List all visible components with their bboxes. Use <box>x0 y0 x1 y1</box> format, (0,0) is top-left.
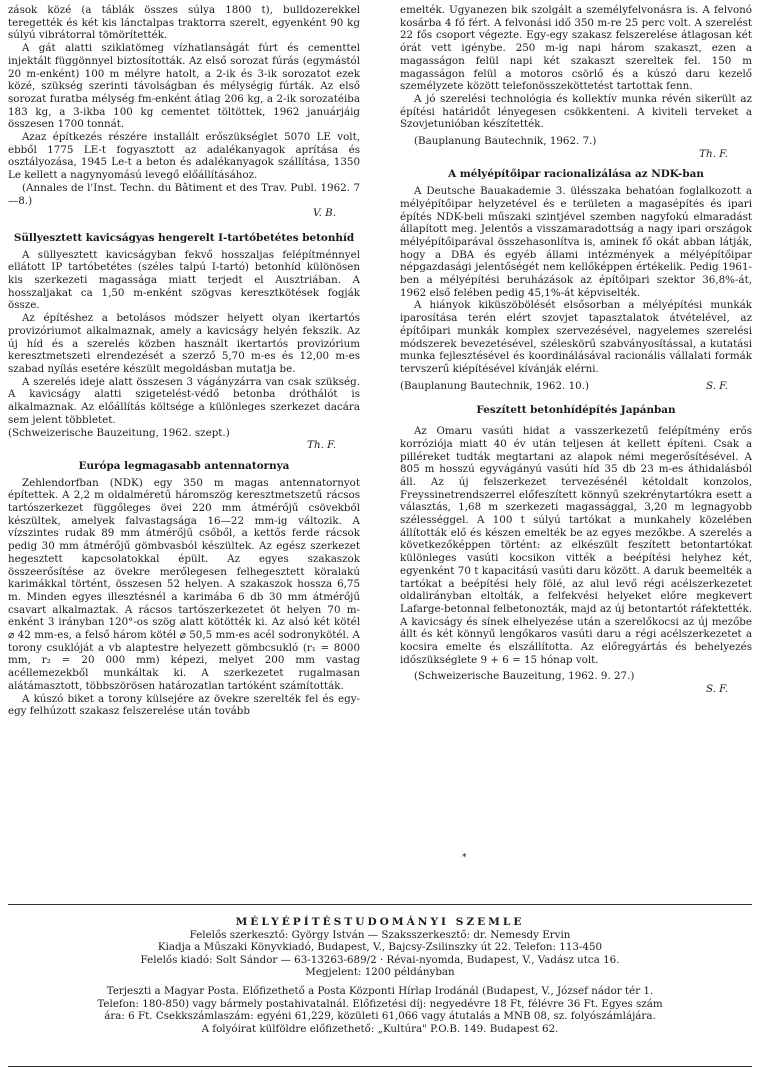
ndk-paragraph-2: A hiányok kiküszöbölését elsősorban a mélyépítési munkák iparosítása terén elért szovjet tapasztalatok átvételével, az építőipari munkák komplex szervezésével, nagyelemes szerelési módszerek bevezetésével, széleskörű szabványosítással, a kutatási munka fejlesztésével és koordinálásával racionális vállalati formák tervszerű kiépítésével kívánják elérni. <box>400 299 752 375</box>
japan-paragraph-1: Az Omaru vasúti hidat a vasszerkezetű felépítmény erős korróziója miatt 40 év után teljesen át kellett építeni. Csak a pilléreket tudták megtartani az alapok némi megerősítésével. A 805 m hosszú egyvágányú vasúti híd 35 db 23 m-es áthidalásból áll. Az új felszerkezet tervezésénél kétoldalt konzolos, Freyssinetrendszerrel előfeszített könnyű szekrénytartókra esett a választás, 1,68 m szerkezeti magassággal, 3,20 m legnagyobb szélességgel. A 100 t súlyú tartókat a munkahely közelében állították elő és készen emelték be az egyes mezőkbe. A szerelés a következőképpen történt: az elkészült feszített betontartókat különleges vasúti kocsikon vitték a beépítési helyhez két, egyenként 70 t kapacitású vasúti daru között. A daruk beemelték a tartókat a beépítési hely fölé, az alul levő régi acélszerkezetet oldalirányban eltolták, a felfekvési helyeket előre megkevert Lafarge-betonnal felbetonozták, majd az új betontartót ráfektették. A kavicságy és sínek elhelyezése után a szerelőkocsi az új mezőbe állt és két könnyű lengőkaros vasúti daru a régi acélszerkezetet a kocsira emelte és elszállította. Az előregyártás és behelyezés időszükséglete 9 + 6 = 15 hónap volt. <box>400 425 752 666</box>
imprint-bottom-rule <box>8 1066 752 1067</box>
dam-source: (Annales de l'Inst. Techn. du Bâtiment et des Trav. Publ. 1962. 7—8.) <box>8 181 360 207</box>
right-column <box>400 4 752 696</box>
ndk-source-line <box>400 380 752 393</box>
ndk-heading: A mélyépítőipar racionalizálása az NDK-ban <box>448 168 704 181</box>
dam-paragraph-2: A gát alatti sziklatömeg vízhatlanságát fúrt és cementtel injektált függönnyel biztosították. Az első sorozat fúrás (egymástól 20 m-enként) 100 m mélyre hatolt, a 2-ik és 3-ik sorozatot ezek közé, szükség szerinti távolságban és mélységig fúrták. Az első sorozat furatba mélység fm-enként átlag 206 kg, a 2-ik sorozatéiba 183 kg, a 3-ikba 100 kg cementet töltöttek, 1962 januárjáig összesen 1700 tonnát. <box>8 42 360 131</box>
gravel-bridge-paragraph-1: A süllyesztett kavicságyban fekvő hosszaljas felépítménnyel ellátott IP tartóbetétes (széles talpú I-tartó) betonhíd különösen kis szerkezeti magassága miatt terjedt el Ausztriában. A hosszaljakat ca 1,50 m-enként szögvas keresztkötések fogják össze. <box>8 248 360 312</box>
imprint-distribution-1: Terjeszti a Magyar Posta. Előfizethető a Posta Központi Hírlap Irodánál (Budapest, V., József nádor tér 1. <box>106 984 654 997</box>
imprint-publisher: Kiadja a Műszaki Könyvkiadó, Budapest, V., Bajcsy-Zsilinszky út 22. Telefon: 113-450 <box>157 941 603 954</box>
imprint-editors: Felelős szerkesztő: György István — Szaksszerkesztő: dr. Nemesdy Ervin <box>189 928 571 941</box>
gravel-bridge-signature: Th. F. <box>307 439 336 452</box>
gravel-bridge-paragraph-3: A szerelés ideje alatt összesen 3 vágányzárra van csak szükség. A kavicságy alatti szigetelést-védő betonba dróthálót is alkalmaznak. Az előállítás költsége a különleges szerkezet dacára sem jelent többletet. <box>8 375 360 426</box>
imprint-distribution-2: Telefon: 180-850) vagy bármely postahivatalnál. Előfizetési díj: negyedévre 18 Ft, félévre 36 Ft. Egyes szám <box>97 997 663 1010</box>
imprint-distribution-3: ára: 6 Ft. Csekkszámlaszám: egyéni 61,229, közületi 61,066 vagy átutalás a MNB 08, sz. folyószámlájára. <box>104 1010 656 1023</box>
antenna-heading: Európa legmagasabb antennatornya <box>78 459 290 472</box>
antenna-paragraph-3: emelték. Ugyanezen bik szolgált a személyfelvonásra is. A felvonó kosárba 4 fő fért. A felvonási idő 350 m-re 25 perc volt. A szerelést 22 fős csoport végezte. Egy-egy szakasz felszerelése átlagosan két órát vett igénybe. 250 m-ig napi három szakaszt, ezen a magasságon felül napi két szakaszt szereltek fel. 150 m magasságon felül a motoros csörlő és a kúszó daru kezelő személyzete között telefonösszeköttetést tartottak fenn. <box>400 4 752 93</box>
dam-signature: V. B. <box>312 207 336 220</box>
imprint-abroad: A folyóirat külföldre előfizethető: „Kultúra" P.O.B. 149. Budapest 62. <box>201 1022 559 1035</box>
antenna-signature: Th. F. <box>699 147 728 160</box>
gravel-bridge-heading: Süllyesztett kavicságyas hengerelt I-tartóbetétes betonhíd <box>13 231 355 244</box>
ndk-signature: S. F. <box>705 379 728 392</box>
gravel-bridge-paragraph-2: Az építéshez a betolásos módszer helyett olyan ikertartós provizóriumot alkalmaznak, amely a kavicságy helyén fekszik. Az új híd és a szerelés közben használt ikertartós provizórium keresztmetszeti elrendezését a szerző 5,70 m-es és 12,00 m-es szabad nyílás esetére készült megoldásban mutatja be. <box>8 312 360 375</box>
antenna-paragraph-4: A jó szerelési technológia és kollektív munka révén sikerült az építési határidőt lényegesen csökkenteni. A kiviteli terveket a Szovjetunióban készítették. <box>400 92 752 131</box>
left-column <box>8 4 360 718</box>
dam-paragraph-3: Azaz építkezés részére installált erőszükséglet 5070 LE volt, ebből 1775 LE-t fogyasztott az adalékanyagok aprítása és osztályozása, 1945 Le-t a beton és adalékanyagok szállítása, 1350 Le kellett a nagynyomású levegő előállításához. <box>8 131 360 182</box>
ndk-source: (Bauplanung Bautechnik, 1962. 10.) <box>400 379 589 392</box>
imprint-block <box>8 916 752 1035</box>
dam-paragraph-1: zások közé (a táblák összes súlya 1800 t), bulldozerekkel teregették és két kis lánctalpas traktorra szerelt, egyenként 90 kg súlyú vibrátorral tömörítették. <box>8 4 360 42</box>
imprint-printer: Felelős kiadó: Solt Sándor — 63-13263-689/2 · Révai-nyomda, Budapest, V., Vadász utca 16. <box>140 953 620 966</box>
gravel-bridge-source: (Schweizerische Bauzeitung, 1962. szept.) <box>8 426 230 439</box>
imprint-title: MÉLYÉPÍTÉSTUDOMÁNYI SZEMLE <box>235 916 525 928</box>
imprint-top-rule <box>8 904 752 905</box>
ndk-paragraph-1: A Deutsche Bauakademie 3. ülésszaka behatóan foglalkozott a mélyépítőipar helyzetével és e területen a magasépítés és ipari építés NDK-beli műszaki szintjével szemben nagyfokú elmaradást állapított meg. Jelentős a visszamaradottság a nagy ipari országok mélyépítőiparával összehasonlítva is, aminek fő okát abban látják, hogy a DBA és egyéb állami intézmények a mélyépítőipar népgazdasági jelentőségét nem kellőképpen értékelik. Pedig 1961-ben a mélyépítési beruházások az építőipari szektor 36,8%-át, 1962 első felében pedig 45,1%-át képviselték. <box>400 185 752 299</box>
antenna-paragraph-2: A kúszó biket a torony külsejére az övekre szerelték fel és egy-egy felhúzott szakasz felszerelése után tovább <box>8 692 360 718</box>
imprint-circulation: Megjelent: 1200 példányban <box>305 966 455 979</box>
antenna-source: (Bauplanung Bautechnik, 1962. 7.) <box>414 135 597 148</box>
japan-heading: Feszített betonhídépítés Japánban <box>476 404 676 417</box>
antenna-paragraph-1: Zehlendorfban (NDK) egy 350 m magas antennatornyot építettek. A 2,2 m oldalméretű háromszög keresztmetszetű rácsos tartószerkezet függőleges övei 220 mm átmérőjű csövekből készültek, amelyek falvastagsága 16—22 mm-ig változik. A vízszintes rudak 89 mm átmérőjű csőből, a kettős ferde rácsok pedig 30 mm átmérőjű gömbvasból készültek. Az egész szerkezet hegesztett kapcsolatokkal épült. Az egyes szakaszok összeerősítése az övekre merőlegesen felhegesztett köralakú karimákkal történt, összesen 52 helyen. A szakaszok hossza 6,75 m. Minden egyes illesztésnél a karimába 6 db 30 mm átmérőjű csavart alkalmaztak. A rácsos tartószerkezetet öt helyen 70 m-enként 3 irányban 120°-os szög alatt kötötték ki. Az alsó két kötél ⌀ 42 mm-es, a felső három kötél ⌀ 50,5 mm-es acél sodronykötél. A torony csuklóját a vb alaptestre helyezett gömbcsukló (r₁ = 8000 mm, r₂ = 20 000 mm) képezi, melyet 200 mm vastag acéllemezekből munkáltak ki. A szerkezetet rugalmasan alátámasztott, többszörösen határozatlan tartóként számították. <box>8 476 360 692</box>
margin-mark: * <box>462 853 467 863</box>
japan-source: (Schweizerische Bauzeitung, 1962. 9. 27.) <box>414 670 635 683</box>
japan-signature: S. F. <box>705 683 728 696</box>
